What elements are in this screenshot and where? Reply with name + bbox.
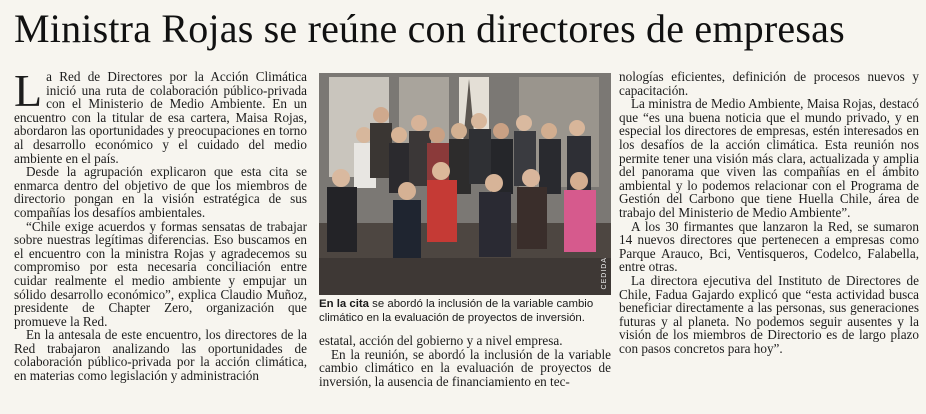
paragraph-reunion: En la reunión, se abordó la inclusión de la variable cambio climático en la evaluación de proyectos de inversión, la ausencia de financiamiento en tec- [319,346,611,389]
paragraph-antesala: En la antesala de este encuentro, los directores de la Red trabajaron analizando las oportunidades de colaboración público-privada por la acción climática, en materias como legislación y administración [14,327,307,384]
paragraph-quote-ministra: La ministra de Medio Ambiente, Maisa Rojas, destacó que “es una buena noticia que el mundo privado, y en especial los directores de empresas, estén interesados en los desafíos de la acción climática. Esta reunión nos permite tener una visión más clara, actualizada y amplia del panorama que viven las compañías en el ámbito ambiental y lo podemos relacionar con el Programa de Gestión del Carbono que tiene Huella Chile, área de trabajo del Ministerio de Medio Ambiente”. [619,96,919,220]
photo-caption-lead: En la cita [319,298,370,310]
group-photo [319,73,611,295]
paragraph-agrupacion: Desde la agrupación explicaron que esta cita se enmarca dentro del objetivo de que los miembros de directorio pongan en la visión estratégica de sus compañías los desafíos ambientales. [14,164,307,220]
group-photo-illustration [319,73,611,295]
photo-caption-text: se abordó la inclusión de la variable cambio climático en la evaluación de proyectos de inversión. [319,298,594,324]
paragraph-quote-munoz: “Chile exige acuerdos y formas sensatas de trabajar sobre nuestras legítimas diferencias. Eso buscamos en el encuentro con la ministra Rojas y agradecemos su compromiso por esta necesaria conciliación entre cuidar realmente el medio ambiente y empujar un sólido desarrollo económico”, explica Claudio Muñoz, presidente de Chapter Zero, organización que promueve la Red. [14,218,307,329]
drop-cap: L [14,65,43,116]
paragraph-estatal: estatal, acción del gobierno y a nivel empresa. [319,333,563,348]
paragraph-intro [14,65,307,166]
column-3 [619,70,919,355]
paragraph-intro-text: a Red de Directores por la Acción Climática inició una ruta de colaboración público-privada con el Ministerio de Medio Ambiente. En un encuentro con la titular de esa cartera, Maisa Rojas, abordaron las oportunidades y preocupaciones en torno al desarrollo económico y el cuidado del medio ambiente en el país. [14,69,307,166]
paragraph-tecnologias: nologías eficientes, definición de procesos nuevos y capacitación. [619,69,919,98]
headline: Ministra Rojas se reúne con directores de empresas [14,6,845,51]
photo-caption [319,298,611,325]
column-1 [14,65,307,384]
photo-credit: CEDIDA [601,256,608,289]
paragraph-quote-gajardo: La directora ejecutiva del Instituto de Directores de Chile, Fadua Gajardo explicó que “esta actividad busca beneficiar directamente a las personas, sus generaciones futuras y al planeta. No podemos seguir ausentes y la visión de los miembros de Directorio es de largo plazo con pasos concretos para hoy”. [619,272,919,356]
column-2-continuation [319,334,611,388]
paragraph-firmantes: A los 30 firmantes que lanzaron la Red, se sumaron 14 nuevos directores que pertenecen a empresas como Parque Arauco, Bci, Ventisqueros, Codelco, Falabella, entre otras. [619,218,919,275]
